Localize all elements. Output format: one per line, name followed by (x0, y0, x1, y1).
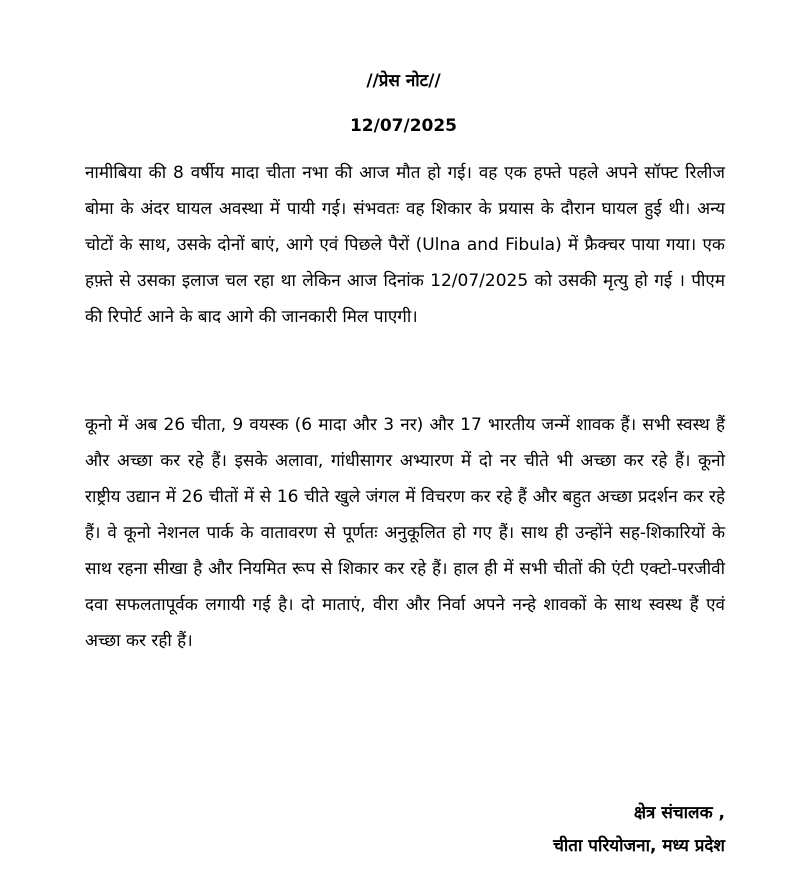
paragraph-death-report: नामीबिया की 8 वर्षीय मादा चीता नभा की आज मौत हो गई। वह एक हफ्ते पहले अपने सॉफ्ट रिलीज बोमा के अंदर घायल अवस्था में पायी गई। संभवतः वह शिकार के प्रयास के दौरान घायल हुई थी। अन्य चोटों के साथ, उसके दोनों बाएं, आगे एवं पिछले पैरों (Ulna and Fibula) में फ्रैक्चर पाया गया। एक हफ़्ते से उसका इलाज चल रहा था लेकिन आज दिनांक 12/07/2025 को उसकी मृत्यु हो गई । पीएम की रिपोर्ट आने के बाद आगे की जानकारी मिल पाएगी। (85, 163, 725, 327)
signature-organization: चीता परियोजना, मध्य प्रदेश (553, 836, 725, 856)
press-note-date: 12/07/2025 (349, 116, 458, 136)
press-note-heading: //प्रेस नोट// (366, 71, 441, 91)
signature-designation: क्षेत्र संचालक , (633, 803, 725, 823)
paragraph-cheetah-status: कूनो में अब 26 चीता, 9 वयस्क (6 मादा और 3 नर) और 17 भारतीय जन्में शावक हैं। सभी स्वस्थ हैं और अच्छा कर रहे हैं। इसके अलावा, गांधीसागर अभ्यारण में दो नर चीते भी अच्छा कर रहे हैं। कूनो राष्ट्रीय उद्यान में 26 चीतों में से 16 चीते खुले जंगल में विचरण कर रहे हैं और बहुत अच्छा प्रदर्शन कर रहे हैं। वे कूनो नेशनल पार्क के वातावरण से पूर्णतः अनुकूलित हो गए हैं। साथ ही उन्होंने सह-शिकारियों के साथ रहना सीखा है और नियमित रूप से शिकार कर रहे हैं। हाल ही में सभी चीतों की एंटी एक्टो-परजीवी दवा सफलतापूर्वक लगायी गई है। दो माताएं, वीरा और निर्वा अपने नन्हे शावकों के साथ स्वस्थ हैं एवं अच्छा कर रही हैं। (85, 415, 725, 651)
